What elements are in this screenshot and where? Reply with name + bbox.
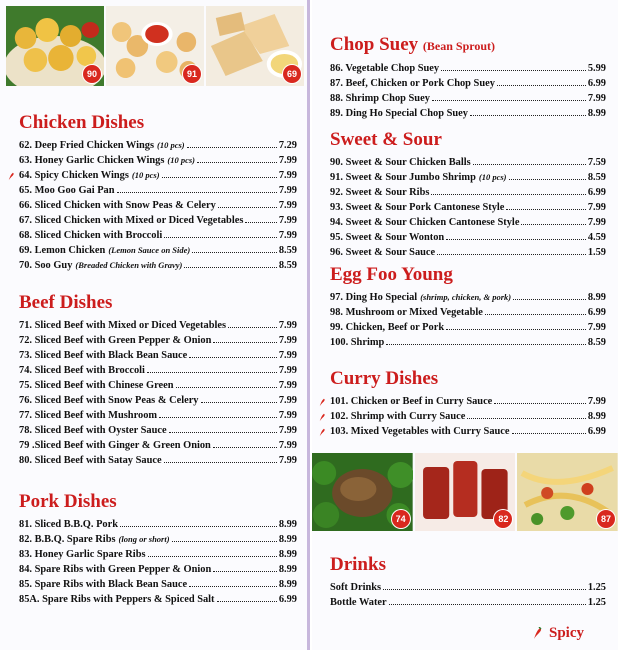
section-subtitle: (Bean Sprout) (422, 39, 496, 53)
menu-item (330, 61, 606, 76)
photo-chicken-balls (6, 6, 104, 86)
menu-item-price: 7.99 (587, 322, 606, 333)
menu-item-price: 8.99 (278, 549, 297, 560)
dot-leader (213, 342, 276, 343)
menu-item-name: 85A. Spare Ribs with Peppers & Spiced Salt (19, 594, 215, 605)
menu-item (19, 532, 297, 547)
dot-leader (176, 387, 277, 388)
menu-item (19, 198, 297, 213)
menu-item-name: 95. Sweet & Sour Wonton (330, 232, 445, 243)
menu-item (330, 185, 606, 200)
menu-item-price: 7.59 (587, 157, 606, 168)
dot-leader (446, 329, 586, 330)
menu-item-price: 8.59 (278, 260, 297, 271)
chili-pepper-icon (533, 627, 543, 640)
menu-item-name: 80. Sliced Beef with Satay Sauce (19, 455, 162, 466)
sweet-sour-section (330, 129, 606, 260)
dot-leader (389, 604, 586, 605)
section-title-text: Chop Suey (330, 34, 419, 55)
photo-lemon-chicken (206, 6, 304, 86)
menu-item (19, 547, 297, 562)
menu-item (19, 228, 297, 243)
pork-dishes-section (19, 491, 297, 607)
menu-item-name: 94. Sweet & Sour Chicken Cantonese Style (330, 217, 520, 228)
menu-item (330, 230, 606, 245)
photo-sweet-sour-shrimp (106, 6, 204, 86)
menu-item-name: 96. Sweet & Sour Sauce (330, 247, 436, 258)
menu-item-price: 7.99 (278, 170, 297, 181)
dot-leader (189, 586, 277, 587)
photo-number-badge: 82 (494, 510, 512, 528)
menu-item (19, 318, 297, 333)
dot-leader (383, 589, 586, 590)
menu-item (330, 155, 606, 170)
menu-item-name: Soft Drinks (330, 582, 382, 593)
dot-leader (164, 462, 277, 463)
dot-leader (441, 70, 586, 71)
menu-item (330, 245, 606, 260)
chicken-dishes-section (19, 112, 297, 273)
menu-item (19, 183, 297, 198)
section-title: Drinks (330, 554, 386, 575)
menu-item-price: 8.99 (587, 411, 606, 422)
chili-pepper-icon (319, 398, 326, 407)
menu-item (330, 215, 606, 230)
menu-item-price: 7.99 (278, 320, 297, 331)
drinks-section (330, 554, 606, 610)
menu-item (19, 243, 297, 258)
menu-item (330, 305, 606, 320)
photo-number-badge: 69 (283, 65, 301, 83)
dot-leader (159, 417, 277, 418)
menu-item-price: 7.99 (278, 185, 297, 196)
section-title: Curry Dishes (330, 368, 439, 389)
section-title: Beef Dishes (19, 292, 113, 313)
menu-item-name: 66. Sliced Chicken with Snow Peas & Celery (19, 200, 216, 211)
menu-item-name: 75. Sliced Beef with Chinese Green (19, 380, 174, 391)
menu-item (330, 335, 606, 350)
menu-item-name: 82. B.B.Q. Spare Ribs (19, 534, 116, 545)
menu-item-name: 72. Sliced Beef with Green Pepper & Onion (19, 335, 212, 346)
menu-item-name: 74. Sliced Beef with Broccoli (19, 365, 145, 376)
menu-item (330, 91, 606, 106)
dot-leader (521, 224, 585, 225)
dot-leader (473, 164, 586, 165)
menu-item-price: 8.99 (278, 534, 297, 545)
menu-item-note: (shrimp, chicken, & pork) (420, 292, 512, 302)
menu-item-name: 85. Spare Ribs with Black Bean Sauce (19, 579, 188, 590)
menu-item-price: 7.99 (278, 410, 297, 421)
menu-item (19, 408, 297, 423)
menu-item (330, 170, 606, 185)
menu-item-name: 62. Deep Fried Chicken Wings (19, 140, 154, 151)
menu-item (330, 394, 606, 409)
menu-item (330, 595, 606, 610)
right-column (312, 0, 618, 650)
dot-leader (172, 541, 277, 542)
menu-item-name: 89. Ding Ho Special Chop Suey (330, 108, 468, 119)
section-title: Sweet & Sour (330, 129, 442, 150)
menu-item (330, 409, 606, 424)
dot-leader (432, 100, 586, 101)
menu-item-name: 77. Sliced Beef with Mushroom (19, 410, 158, 421)
chili-pepper-icon (8, 172, 15, 181)
dot-leader (189, 357, 277, 358)
photo-mixed-vegetables (517, 453, 618, 531)
menu-item (330, 320, 606, 335)
menu-item (19, 562, 297, 577)
dot-leader (512, 433, 586, 434)
dot-leader (148, 556, 277, 557)
dot-leader (169, 432, 277, 433)
menu-item-name: 103. Mixed Vegetables with Curry Sauce (330, 426, 510, 437)
menu-item (330, 106, 606, 121)
menu-item-name: 86. Vegetable Chop Suey (330, 63, 440, 74)
dot-leader (192, 252, 277, 253)
menu-item (19, 378, 297, 393)
menu-item (19, 592, 297, 607)
menu-item-price: 7.99 (278, 335, 297, 346)
menu-item (330, 424, 606, 439)
menu-item-price: 7.99 (278, 455, 297, 466)
menu-item-name: 71. Sliced Beef with Mixed or Diced Vegetables (19, 320, 227, 331)
menu-item-name: 87. Beef, Chicken or Pork Chop Suey (330, 78, 495, 89)
menu-item-note: (10 pcs) (131, 170, 160, 180)
chop-suey-section (330, 34, 606, 121)
section-title: Egg Foo Young (330, 264, 453, 285)
menu-item (330, 290, 606, 305)
menu-item-price: 7.99 (278, 440, 297, 451)
menu-item-price: 8.99 (587, 292, 606, 303)
menu-item (330, 200, 606, 215)
menu-item (19, 333, 297, 348)
dot-leader (509, 179, 586, 180)
menu-item-name: 83. Honey Garlic Spare Ribs (19, 549, 146, 560)
menu-item-name: 79 .Sliced Beef with Ginger & Green Onion (19, 440, 211, 451)
dot-leader (218, 207, 277, 208)
menu-item-price: 1.25 (587, 597, 606, 608)
menu-item-price: 8.99 (278, 519, 297, 530)
menu-item-name: 93. Sweet & Sour Pork Cantonese Style (330, 202, 505, 213)
menu-item-name: 98. Mushroom or Mixed Vegetable (330, 307, 483, 318)
dot-leader (446, 239, 586, 240)
photo-number-badge: 91 (183, 65, 201, 83)
menu-item-name: 91. Sweet & Sour Jumbo Shrimp (330, 172, 476, 183)
menu-item-price: 5.99 (587, 63, 606, 74)
menu-item-price: 6.99 (587, 187, 606, 198)
menu-item (19, 258, 297, 273)
photo-bbq-spare-ribs (415, 453, 516, 531)
menu-item-name: 69. Lemon Chicken (19, 245, 106, 256)
menu-item-price: 7.99 (278, 350, 297, 361)
menu-item-name: 63. Honey Garlic Chicken Wings (19, 155, 165, 166)
menu-item (330, 76, 606, 91)
dot-leader (184, 267, 276, 268)
menu-item-price: 8.99 (587, 108, 606, 119)
chili-pepper-icon (319, 428, 326, 437)
photo-number-badge: 74 (392, 510, 410, 528)
menu-item-note: (long or short) (118, 534, 170, 544)
menu-item (19, 577, 297, 592)
menu-item-name: 90. Sweet & Sour Chicken Balls (330, 157, 471, 168)
beef-dishes-section (19, 292, 297, 468)
menu-item-name: 78. Sliced Beef with Oyster Sauce (19, 425, 167, 436)
dot-leader (228, 327, 277, 328)
dot-leader (485, 314, 586, 315)
curry-dishes-section (330, 368, 606, 439)
dot-leader (201, 402, 277, 403)
menu-item-price: 7.99 (278, 200, 297, 211)
middle-photo-strip (312, 453, 618, 531)
dot-leader (245, 222, 276, 223)
section-title: Pork Dishes (19, 491, 117, 512)
menu-item (19, 363, 297, 378)
dot-leader (187, 147, 277, 148)
menu-item-price: 7.99 (278, 230, 297, 241)
menu-item (19, 138, 297, 153)
spicy-legend-label: Spicy (548, 625, 584, 641)
menu-item-name: 81. Sliced B.B.Q. Pork (19, 519, 119, 530)
photo-beef-broccoli (312, 453, 413, 531)
menu-item (19, 453, 297, 468)
menu-item-price: 8.99 (278, 579, 297, 590)
menu-item-price: 4.59 (587, 232, 606, 243)
menu-item (19, 517, 297, 532)
dot-leader (497, 85, 586, 86)
menu-item (19, 393, 297, 408)
photo-number-badge: 87 (597, 510, 615, 528)
dot-leader (213, 571, 277, 572)
dot-leader (197, 162, 277, 163)
menu-item-name: 68. Sliced Chicken with Broccoli (19, 230, 163, 241)
menu-item-price: 7.29 (278, 140, 297, 151)
menu-item-price: 8.59 (587, 337, 606, 348)
dot-leader (467, 418, 585, 419)
chili-pepper-icon (319, 413, 326, 422)
menu-item (19, 168, 297, 183)
menu-item-price: 6.99 (587, 426, 606, 437)
menu-item-price: 7.99 (587, 93, 606, 104)
dot-leader (120, 526, 277, 527)
dot-leader (117, 192, 277, 193)
menu-item-name: 99. Chicken, Beef or Pork (330, 322, 445, 333)
menu-item-price: 7.99 (587, 217, 606, 228)
dot-leader (470, 115, 586, 116)
dot-leader (147, 372, 277, 373)
menu-item-price: 1.25 (587, 582, 606, 593)
menu-item-price: 6.99 (587, 307, 606, 318)
menu-item-name: 102. Shrimp with Curry Sauce (330, 411, 466, 422)
menu-item-name: Bottle Water (330, 597, 387, 608)
menu-item (19, 153, 297, 168)
egg-foo-young-section (330, 264, 606, 350)
menu-item-price: 8.59 (278, 245, 297, 256)
spicy-legend (533, 625, 584, 642)
menu-item-note: (10 pcs) (167, 155, 196, 165)
menu-item-note: (10 pcs) (478, 172, 507, 182)
menu-item-price: 7.99 (278, 215, 297, 226)
dot-leader (164, 237, 277, 238)
menu-item-note: (Breaded Chicken with Gravy) (75, 260, 183, 270)
menu-item-name: 76. Sliced Beef with Snow Peas & Celery (19, 395, 199, 406)
menu-item-note: (10 pcs) (157, 140, 185, 150)
menu-item-name: 88. Shrimp Chop Suey (330, 93, 430, 104)
menu-item-price: 8.59 (587, 172, 606, 183)
menu-item-price: 7.99 (278, 365, 297, 376)
menu-item-name: 97. Ding Ho Special (330, 292, 418, 303)
menu-item-price: 7.99 (587, 396, 606, 407)
section-title (330, 34, 606, 57)
dot-leader (217, 601, 277, 602)
menu-item-name: 92. Sweet & Sour Ribs (330, 187, 430, 198)
dot-leader (494, 403, 586, 404)
dot-leader (431, 194, 585, 195)
dot-leader (162, 177, 277, 178)
section-title: Chicken Dishes (19, 112, 145, 133)
menu-item-price: 6.99 (278, 594, 297, 605)
menu-item-name: 73. Sliced Beef with Black Bean Sauce (19, 350, 188, 361)
menu-item-price: 1.59 (587, 247, 606, 258)
menu-item-name: 64. Spicy Chicken Wings (19, 170, 129, 181)
menu-item-name: 70. Soo Guy (19, 260, 73, 271)
menu-item-price: 6.99 (587, 78, 606, 89)
top-photo-strip (6, 6, 304, 86)
menu-item-price: 7.99 (278, 380, 297, 391)
menu-item (19, 438, 297, 453)
menu-item-note: (Lemon Sauce on Side) (108, 245, 191, 255)
menu-item (19, 348, 297, 363)
menu-item (19, 423, 297, 438)
menu-item-name: 67. Sliced Chicken with Mixed or Diced Vegetables (19, 215, 244, 226)
menu-item-price: 7.99 (278, 155, 297, 166)
dot-leader (506, 209, 585, 210)
dot-leader (386, 344, 586, 345)
menu-item-name: 65. Moo Goo Gai Pan (19, 185, 115, 196)
dot-leader (513, 299, 586, 300)
menu-item-name: 101. Chicken or Beef in Curry Sauce (330, 396, 493, 407)
photo-number-badge: 90 (83, 65, 101, 83)
dot-leader (437, 254, 586, 255)
menu-item-price: 7.99 (587, 202, 606, 213)
menu-item (19, 213, 297, 228)
menu-item-name: 84. Spare Ribs with Green Pepper & Onion (19, 564, 212, 575)
dot-leader (213, 447, 277, 448)
menu-item-price: 7.99 (278, 425, 297, 436)
menu-item (330, 580, 606, 595)
menu-item-price: 8.99 (278, 564, 297, 575)
menu-item-price: 7.99 (278, 395, 297, 406)
menu-item-name: 100. Shrimp (330, 337, 385, 348)
